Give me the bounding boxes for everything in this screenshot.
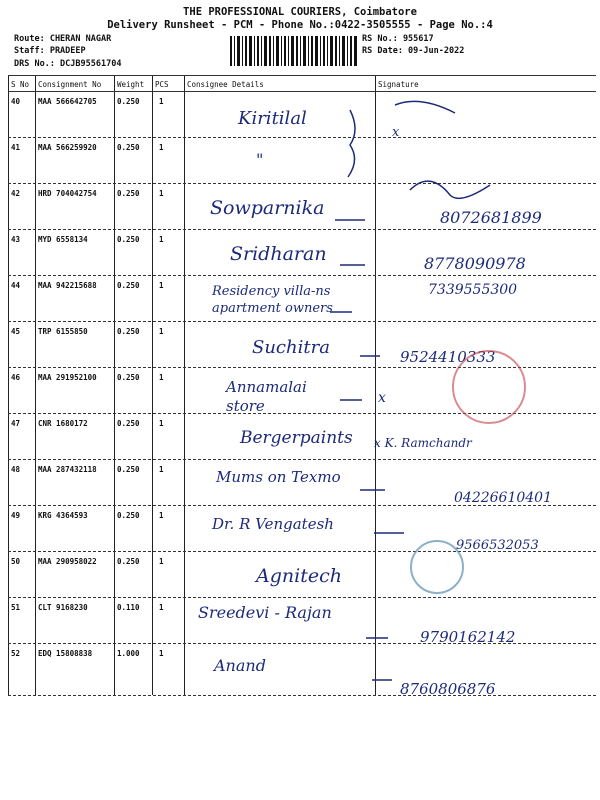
- row-sno: 50: [11, 557, 21, 566]
- row-pcs: 1: [159, 281, 164, 290]
- column-header-consignment: Consignment No: [38, 80, 102, 89]
- row-weight: 0.250: [117, 511, 140, 520]
- row-consignment: MYD 6558134: [38, 235, 88, 244]
- handwritten-consignee: Bergerpaints: [240, 428, 353, 448]
- row-pcs: 1: [159, 373, 164, 382]
- row-weight: 0.250: [117, 281, 140, 290]
- handwritten-consignee: Anand: [214, 656, 266, 675]
- row-pcs: 1: [159, 511, 164, 520]
- row-consignment: TRP 6155850: [38, 327, 88, 336]
- handwritten-consignee: Sreedevi - Rajan: [198, 603, 332, 622]
- row-weight: 0.250: [117, 557, 140, 566]
- row-consignment: MAA 291952100: [38, 373, 97, 382]
- handwritten-phone: 9566532053: [456, 538, 539, 553]
- handwritten-consignee: Mums on Texmo: [216, 468, 341, 486]
- route-label: Route: CHERAN NAGAR: [14, 34, 112, 44]
- rs-date: RS Date: 09-Jun-2022: [362, 46, 465, 56]
- row-consignment: HRD 704042754: [38, 189, 97, 198]
- handwritten-phone: 04226610401: [454, 490, 552, 506]
- handwritten-consignee: Sowparnika: [210, 197, 325, 219]
- handwritten-phone: 8760806876: [400, 680, 496, 698]
- row-sno: 46: [11, 373, 21, 382]
- row-consignment: CLT 9168230: [38, 603, 88, 612]
- row-weight: 0.250: [117, 143, 140, 152]
- red-seal-stamp: [452, 350, 526, 424]
- handwritten-consignee: Agnitech: [256, 565, 342, 587]
- handwritten-phone: 9524410333: [400, 348, 496, 366]
- row-consignment: EDQ 15808838: [38, 649, 93, 658]
- row-consignment: MAA 287432118: [38, 465, 97, 474]
- handwritten-consignee: Residency villa-ns apartment owners: [212, 284, 333, 316]
- row-weight: 0.250: [117, 419, 140, 428]
- row-sno: 51: [11, 603, 21, 612]
- row-weight: 0.110: [117, 603, 140, 612]
- row-consignment: MAA 942215688: [38, 281, 97, 290]
- row-sno: 49: [11, 511, 21, 520]
- row-weight: 1.000: [117, 649, 140, 658]
- row-pcs: 1: [159, 327, 164, 336]
- staff-label: Staff: PRADEEP: [14, 46, 86, 56]
- rs-number: RS No.: 955617: [362, 34, 434, 44]
- handwritten-ditto: ": [256, 150, 264, 169]
- row-consignment: MAA 566259920: [38, 143, 97, 152]
- row-weight: 0.250: [117, 373, 140, 382]
- column-header-consignee: Consignee Details: [187, 80, 264, 89]
- row-pcs: 1: [159, 97, 164, 106]
- handwritten-consignee: Kiritilal: [238, 108, 307, 129]
- handwritten-phone: 8778090978: [424, 254, 526, 273]
- column-header-pcs: PCS: [155, 80, 169, 89]
- row-pcs: 1: [159, 465, 164, 474]
- column-header-sno: S No: [11, 80, 30, 89]
- row-consignment: KRG 4364593: [38, 511, 88, 520]
- row-weight: 0.250: [117, 189, 140, 198]
- company-title: THE PROFESSIONAL COURIERS, Coimbatore: [183, 6, 417, 18]
- row-sno: 40: [11, 97, 21, 106]
- row-pcs: 1: [159, 419, 164, 428]
- handwritten-consignee: Suchitra: [252, 337, 330, 358]
- row-sno: 41: [11, 143, 21, 152]
- handwritten-consignee: Dr. R Vengatesh: [212, 515, 334, 533]
- drs-label: DRS No.: DCJB95561704: [14, 59, 122, 69]
- column-header-weight: Weight: [117, 80, 145, 89]
- row-pcs: 1: [159, 603, 164, 612]
- row-sno: 45: [11, 327, 21, 336]
- handwritten-signature: x: [378, 390, 386, 406]
- handwritten-consignee: Annamalai store: [226, 378, 307, 415]
- row-sno: 47: [11, 419, 21, 428]
- row-sno: 52: [11, 649, 21, 658]
- row-pcs: 1: [159, 235, 164, 244]
- row-weight: 0.250: [117, 327, 140, 336]
- row-weight: 0.250: [117, 465, 140, 474]
- row-consignment: MAA 290958022: [38, 557, 97, 566]
- handwritten-signature: x: [392, 125, 400, 140]
- handwritten-phone: 8072681899: [440, 208, 542, 227]
- row-sno: 43: [11, 235, 21, 244]
- row-weight: 0.250: [117, 97, 140, 106]
- row-weight: 0.250: [117, 235, 140, 244]
- runsheet-subtitle: Delivery Runsheet - PCM - Phone No.:0422-3505555 - Page No.:4: [107, 19, 493, 31]
- handwritten-signature: x K. Ramchandr: [374, 436, 472, 450]
- row-consignment: MAA 566642705: [38, 97, 97, 106]
- row-pcs: 1: [159, 143, 164, 152]
- row-sno: 44: [11, 281, 21, 290]
- row-sno: 48: [11, 465, 21, 474]
- handwritten-consignee: Sridharan: [230, 243, 327, 265]
- row-sno: 42: [11, 189, 21, 198]
- row-pcs: 1: [159, 557, 164, 566]
- handwritten-phone: 7339555300: [428, 282, 518, 298]
- row-pcs: 1: [159, 649, 164, 658]
- handwritten-phone: 9790162142: [420, 628, 516, 646]
- blue-seal-stamp: [410, 540, 464, 594]
- row-consignment: CNR 1680172: [38, 419, 88, 428]
- column-header-signature: Signature: [378, 80, 419, 89]
- row-pcs: 1: [159, 189, 164, 198]
